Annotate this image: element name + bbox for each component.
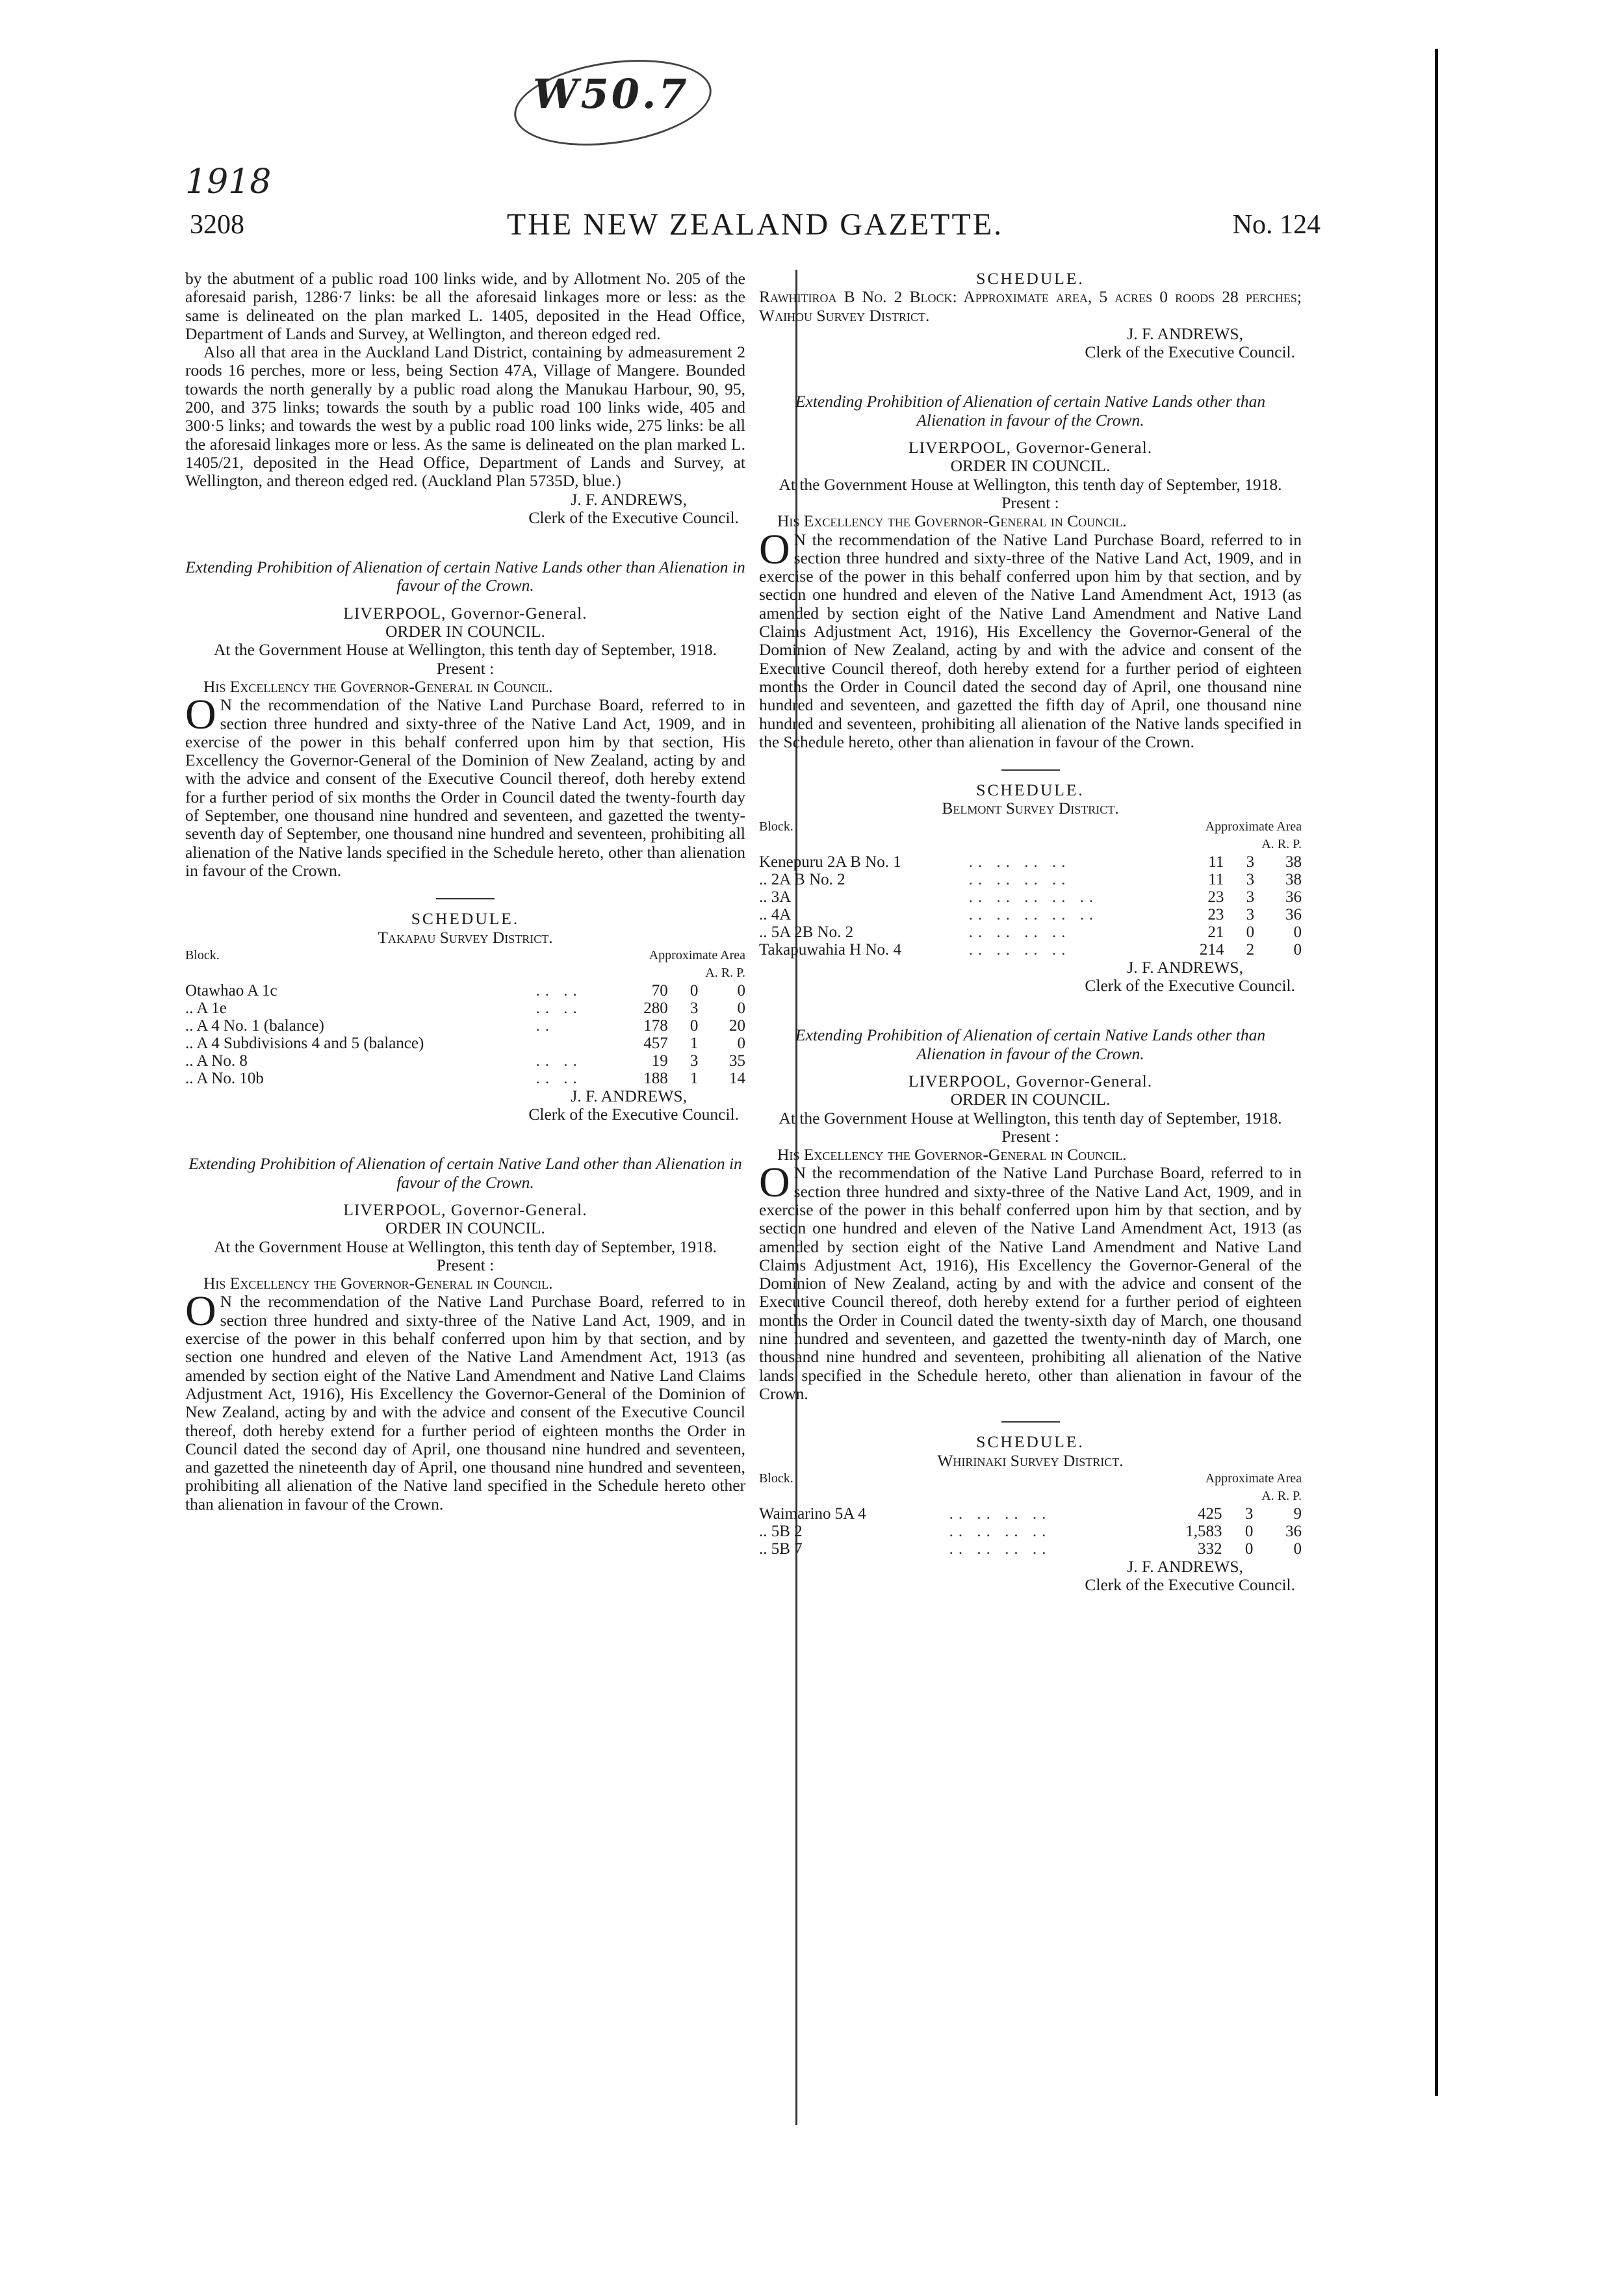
block-name: .. 5A 2B No. 2 (759, 923, 854, 941)
signature-title: Clerk of the Executive Council. (528, 1105, 739, 1124)
acres: 280 (643, 999, 668, 1017)
schedule-title: SCHEDULE. (411, 909, 520, 929)
handwritten-year: 1918 (185, 162, 272, 201)
block-header: Block. (185, 947, 220, 962)
signature-title: Clerk of the Executive Council. (1085, 342, 1295, 362)
roods: 1 (690, 1034, 699, 1052)
roods: 0 (1244, 1540, 1254, 1558)
table-row: .. 5B 7 .. .. .. .. 332 0 0 (759, 1540, 1302, 1558)
table-row: .. A 1e .. .. 280 3 0 (185, 999, 745, 1017)
acres: 70 (651, 981, 668, 999)
block-header: Block. (759, 819, 793, 834)
roods: 0 (1246, 923, 1255, 941)
notice-heading: Extending Prohibition of Alienation of certain Native Lands other than Alienation in favour of the Crown. (185, 558, 745, 595)
perches: 36 (1285, 1522, 1302, 1540)
acres: 332 (1197, 1540, 1222, 1558)
block-name: .. A 4 Subdivisions 4 and 5 (balance) (185, 1034, 424, 1052)
block-header: Block. (759, 1471, 793, 1486)
perches: 0 (737, 999, 745, 1017)
order-body (759, 525, 1302, 752)
schedule-text: Rawhitiroa B No. 2 Block: Approximate area, 5 acres 0 roods 28 perches; Waihou Survey District. (759, 287, 1302, 325)
drop-cap: O (185, 1287, 216, 1335)
order-title: ORDER IN COUNCIL. (385, 622, 545, 641)
section-rule (1001, 769, 1060, 771)
order-body-text: N the recommendation of the Native Land Purchase Board, referred to in section three hundred and sixty-three of the Native Land Act, 1909, and in exercise of the power in this behalf conferred upon him by that section, and by section one hundred and eleven of the Native Land Amendment Act, 1913 (as amended by section eight of the Native Land Amendment and Native Land Claims Adjustment Act, 1916), His Excellency the Governor-General of the Dominion of New Zealand, acting by and with the advice and consent of the Executive Council thereof, doth hereby extend for a further period of eighteen months the Order in Council dated the second day of April, one thousand nine hundred and seventeen, and gazetted the nineteenth day of April, one thousand nine hundred and seventeen, prohibiting all alienation of the Native land specified in the Schedule hereto other than alienation in favour of the Crown. (185, 1292, 745, 1514)
schedule-title: SCHEDULE. (976, 780, 1085, 800)
perches: 0 (1293, 1540, 1302, 1558)
excellency-line: His Excellency the Governor-General in Council. (203, 1274, 553, 1293)
acres: 19 (651, 1051, 668, 1070)
schedule-header-row (185, 947, 745, 964)
roods: 3 (1246, 853, 1255, 871)
roods: 3 (1246, 888, 1255, 906)
roods: 0 (1244, 1522, 1254, 1540)
perches: 20 (729, 1016, 745, 1035)
block-name: .. 2A B No. 2 (759, 870, 845, 888)
area-header: Approximate Area (1205, 1471, 1302, 1486)
governor-line: LIVERPOOL, Governor-General. (343, 1200, 587, 1219)
right-column (759, 270, 1302, 1594)
table-row: Otawhao A 1c .. .. 70 0 0 (185, 981, 745, 999)
acres: 1,583 (1185, 1522, 1222, 1540)
place-date: At the Government House at Wellington, this tenth day of September, 1918. (213, 1237, 717, 1256)
block-name: .. A No. 10b (185, 1069, 264, 1087)
signature: J. F. ANDREWS, (1127, 1556, 1243, 1576)
page-number: 3208 (190, 210, 244, 240)
block-name: Otawhao A 1c (185, 981, 277, 999)
order-title: ORDER IN COUNCIL. (950, 1090, 1111, 1109)
present-label: Present : (436, 658, 495, 678)
table-row: .. 2A B No. 2 .. .. .. .. 11 3 38 (759, 870, 1302, 888)
roods: 3 (1246, 870, 1255, 888)
area-header: Approximate Area (1205, 819, 1302, 834)
table-row: .. A 4 No. 1 (balance) .. 178 0 20 (185, 1016, 745, 1035)
acres: 214 (1199, 940, 1224, 959)
acres: 188 (643, 1069, 668, 1087)
gazette-issue-number: No. 124 (1232, 210, 1321, 240)
block-name: .. 3A (759, 888, 792, 906)
block-name: Takapuwahia H No. 4 (759, 940, 902, 959)
roods: 0 (690, 1016, 699, 1035)
block-name: .. A 1e (185, 999, 227, 1017)
order-title: ORDER IN COUNCIL. (950, 456, 1111, 476)
order-body (759, 1159, 1302, 1403)
arp-header: A. R. P. (1261, 1488, 1302, 1503)
schedule-table (185, 947, 745, 1087)
schedule-table (759, 1470, 1302, 1558)
page-edge-rule (1435, 49, 1438, 2096)
place-date: At the Government House at Wellington, this tenth day of September, 1918. (779, 1108, 1282, 1128)
schedule-title: SCHEDULE. (976, 1432, 1085, 1452)
roods: 3 (1244, 1504, 1254, 1523)
table-row: .. 5B 2 .. .. .. .. 1,583 0 36 (759, 1522, 1302, 1540)
place-date: At the Government House at Wellington, this tenth day of September, 1918. (213, 640, 717, 660)
schedule-header-row (759, 818, 1302, 836)
perches: 0 (737, 1034, 745, 1052)
survey-district: Takapau Survey District. (378, 927, 553, 947)
acres: 11 (1208, 853, 1224, 871)
order-body-text: N the recommendation of the Native Land Purchase Board, referred to in section three hundred and sixty-three of the Native Land Act, 1909, and in exercise of the power in this behalf conferred upon him by that section, and by section one hundred and eleven of the Native Land Amendment Act, 1913 (as amended by section eight of the Native Land Amendment and Native Land Claims Adjustment Act, 1916), His Excellency the Governor-General of the Dominion of New Zealand, acting by and with the advice and consent of the Executive Council thereof, doth hereby extend for a further period of eighteen months the Order in Council dated the second day of April, one thousand nine hundred and seventeen, and gazetted the fifth day of April, one thousand nine hundred and seventeen, prohibiting all alienation of the Native lands specified in the Schedule hereto, other than alienation in favour of the Crown. (759, 530, 1302, 751)
perches: 36 (1285, 905, 1302, 923)
block-name: .. 4A (759, 905, 792, 923)
place-date: At the Government House at Wellington, this tenth day of September, 1918. (779, 474, 1282, 494)
order-body-text: N the recommendation of the Native Land Purchase Board, referred to in section three hundred and sixty-three of the Native Land Act, 1909, and in exercise of the power in this behalf conferred upon him by that section, His Excellency the Governor-General of the Dominion of New Zealand, acting by and with the advice and consent of the Executive Council thereof, doth hereby extend for a further period of six months the Order in Council dated the twenty-fourth day of September, one thousand nine hundred and seventeen, and gazetted the twenty-seventh day of September, one thousand nine hundred and seventeen, prohibiting all alienation of the Native lands specified in the Schedule hereto, other than alienation in favour of the Crown. (185, 695, 745, 880)
order-body (185, 691, 745, 880)
block-name: Waimarino 5A 4 (759, 1504, 866, 1523)
notice-heading: Extending Prohibition of Alienation of certain Native Lands other than Alienation in favour of the Crown. (795, 1025, 1266, 1063)
schedule-header-row (759, 1470, 1302, 1488)
table-row: Kenepuru 2A B No. 1 .. .. .. .. 11 3 38 (759, 853, 1302, 871)
drop-cap: O (185, 691, 216, 739)
drop-cap: O (759, 1159, 790, 1207)
paragraph: Also all that area in the Auckland Land District, containing by admeasurement 2 roods 16 perches, more or less, being Section 47A, Village of Mangere. Bounded towards the north generally by a public road along the Manukau Harbour, 90, 95, 200, and 375 links; towards the south by a public road 100 links wide, 405 and 300·5 links; and towards the west by a public road 100 links wide, 275 links: be all the aforesaid linkages more or less. As the same is delineated on the plan marked L. 1405/21, deposited in the Head Office, Department of Lands and Survey, at Wellington, and thereon edged red. (Auckland Plan 5735D, blue.) (185, 342, 745, 491)
notice-heading: Extending Prohibition of Alienation of certain Native Lands other than Alienation in favour of the Crown. (795, 392, 1266, 430)
left-column (185, 270, 745, 1514)
present-label: Present : (1001, 493, 1059, 512)
table-row: Waimarino 5A 4 .. .. .. .. 425 3 9 (759, 1504, 1302, 1523)
schedule-title: SCHEDULE. (976, 269, 1085, 288)
block-name: .. A 4 No. 1 (balance) (185, 1016, 324, 1035)
perches: 38 (1285, 870, 1302, 888)
signature: J. F. ANDREWS, (571, 1086, 687, 1105)
excellency-line: His Excellency the Governor-General in Council. (777, 1145, 1127, 1165)
arp-header: A. R. P. (705, 965, 745, 980)
perches: 9 (1293, 1504, 1302, 1523)
drop-cap: O (759, 525, 790, 573)
paragraph: by the abutment of a public road 100 links wide, and by Allotment No. 205 of the aforesaid parish, 1286·7 links: be all the aforesaid linkages more or less: as the same is delineated on the plan marked L. 1405, deposited in the Head Office, Department of Lands and Survey, at Wellington, and thereon edged red. (185, 269, 745, 343)
perches: 35 (729, 1051, 745, 1070)
signature: J. F. ANDREWS, (1127, 324, 1243, 343)
signature: J. F. ANDREWS, (571, 489, 687, 509)
signature-title: Clerk of the Executive Council. (528, 508, 739, 527)
roods: 2 (1246, 940, 1255, 959)
table-row: Takapuwahia H No. 4 .. .. .. .. 214 2 0 (759, 940, 1302, 959)
perches: 36 (1285, 888, 1302, 906)
acres: 23 (1207, 888, 1224, 906)
governor-line: LIVERPOOL, Governor-General. (908, 1071, 1153, 1090)
signature-title: Clerk of the Executive Council. (1085, 1575, 1295, 1595)
roods: 1 (690, 1069, 699, 1087)
governor-line: LIVERPOOL, Governor-General. (908, 438, 1153, 457)
roods: 3 (690, 999, 699, 1017)
block-name: Kenepuru 2A B No. 1 (759, 853, 901, 871)
table-row: .. 5A 2B No. 2 .. .. .. .. 21 0 0 (759, 923, 1302, 941)
survey-district: Belmont Survey District. (942, 799, 1119, 818)
signature: J. F. ANDREWS, (1127, 957, 1243, 977)
excellency-line: His Excellency the Governor-General in Council. (203, 677, 553, 696)
table-row: .. A No. 8 .. .. 19 3 35 (185, 1051, 745, 1070)
present-label: Present : (1001, 1126, 1059, 1146)
perches: 38 (1285, 853, 1302, 871)
perches: 0 (1293, 940, 1302, 959)
table-row (185, 1035, 745, 1052)
table-row: .. 4A .. .. .. .. .. 23 3 36 (759, 905, 1302, 923)
governor-line: LIVERPOOL, Governor-General. (343, 603, 587, 623)
roods: 0 (690, 981, 699, 999)
handwritten-annotation: W50.7 (533, 70, 690, 118)
block-name: .. 5B 7 (759, 1540, 803, 1558)
area-header: Approximate Area (649, 947, 745, 962)
gazette-header (190, 207, 1321, 246)
acres: 21 (1207, 923, 1224, 941)
survey-district: Whirinaki Survey District. (937, 1450, 1124, 1470)
table-row: .. 3A .. .. .. .. .. 23 3 36 (759, 888, 1302, 906)
acres: 23 (1207, 905, 1224, 923)
perches: 0 (1293, 923, 1302, 941)
schedule-table (759, 818, 1302, 959)
block-name: .. 5B 2 (759, 1522, 803, 1540)
roods: 3 (690, 1051, 699, 1070)
order-body-text: N the recommendation of the Native Land Purchase Board, referred to in section three hundred and sixty-three of the Native Land Act, 1909, and in exercise of the power in this behalf conferred upon him by that section, and by section one hundred and eleven of the Native Land Amendment Act, 1913 (as amended by section eight of the Native Land Amendment and Native Land Claims Adjustment Act, 1916), His Excellency the Governor-General of the Dominion of New Zealand, acting by and with the advice and consent of the Executive Council thereof, doth hereby extend for a further period of eighteen months the Order in Council dated the twenty-sixth day of March, one thousand nine hundred and seventeen, and gazetted the twenty-ninth day of March, one thousand nine hundred and seventeen, prohibiting all alienation of the Native lands specified in the Schedule hereto, other than alienation in favour of the Crown. (759, 1163, 1302, 1403)
perches: 14 (729, 1069, 745, 1087)
excellency-line: His Excellency the Governor-General in Council. (777, 511, 1127, 531)
perches: 0 (737, 981, 745, 999)
signature-title: Clerk of the Executive Council. (1085, 976, 1295, 996)
section-rule (436, 898, 495, 899)
roods: 3 (1246, 905, 1255, 923)
present-label: Present : (436, 1255, 495, 1274)
order-title: ORDER IN COUNCIL. (385, 1218, 545, 1238)
notice-heading: Extending Prohibition of Alienation of certain Native Land other than Alienation in favour of the Crown. (188, 1154, 742, 1192)
acres: 457 (643, 1034, 668, 1052)
block-name: .. A No. 8 (185, 1051, 248, 1070)
section-rule (1001, 1421, 1060, 1423)
arp-header: A. R. P. (1261, 836, 1302, 851)
table-row: .. A No. 10b .. .. 188 1 14 (185, 1069, 745, 1087)
acres: 11 (1208, 870, 1224, 888)
order-body (185, 1287, 745, 1514)
acres: 178 (643, 1016, 668, 1035)
acres: 425 (1197, 1504, 1222, 1523)
gazette-title: THE NEW ZEALAND GAZETTE. (506, 207, 1004, 242)
